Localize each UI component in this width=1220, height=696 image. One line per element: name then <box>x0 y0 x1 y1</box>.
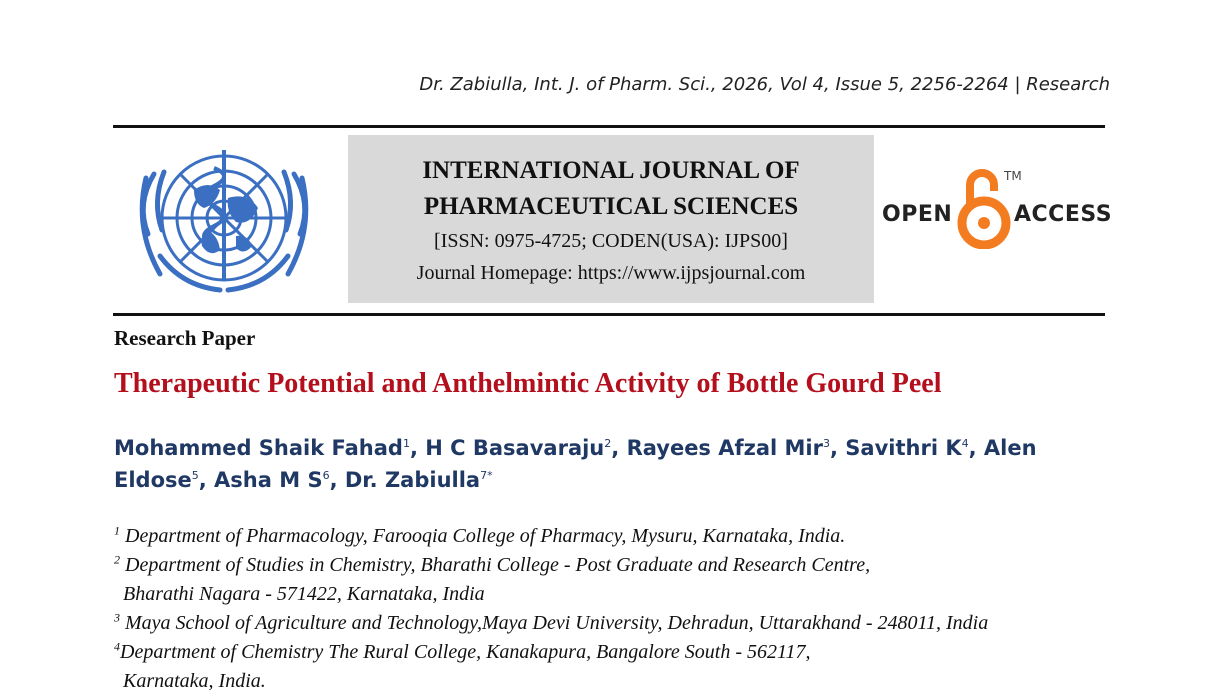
author-name: Asha M S <box>214 468 323 492</box>
author-affiliation-marker: 2 <box>604 437 612 450</box>
trademark-mark: TM <box>1004 169 1022 183</box>
journal-title <box>348 153 874 225</box>
author-separator: , <box>198 468 215 492</box>
journal-masthead <box>348 135 874 303</box>
affiliation-marker: 4 <box>114 639 120 654</box>
author-affiliation-marker: 6 <box>322 469 330 482</box>
header-rule-bottom <box>113 313 1105 316</box>
affiliation-list <box>114 522 1114 696</box>
author-name: Savithri K <box>845 436 962 460</box>
affiliation-continuation: Karnataka, India. <box>123 670 266 692</box>
affiliation-marker: 1 <box>114 523 120 538</box>
affiliation-text: Maya School of Agriculture and Technology,Maya Devi University, Dehradun, Uttarakhand - 248011, India <box>125 612 989 634</box>
journal-title-line2: PHARMACEUTICAL SCIENCES <box>423 193 799 220</box>
author-affiliation-marker: 5 <box>191 469 199 482</box>
journal-title-line1: INTERNATIONAL JOURNAL OF <box>422 157 800 184</box>
author-affiliation-marker: 4 <box>961 437 969 450</box>
section-label: Research Paper <box>114 326 256 350</box>
affiliation-item <box>114 609 1114 638</box>
affiliation-marker: 2 <box>114 552 120 567</box>
affiliation-item <box>114 522 1114 551</box>
author-separator: , <box>830 436 846 460</box>
author-affiliation-marker: 1 <box>402 437 410 450</box>
affiliation-item <box>114 551 1114 580</box>
corresponding-author-name: Dr. Zabiulla <box>344 468 481 492</box>
affiliation-text: Department of Studies in Chemistry, Bharathi College - Post Graduate and Research Centre, <box>125 554 871 576</box>
open-access-open-text: OPEN <box>882 202 953 227</box>
author-separator: , <box>611 436 627 460</box>
author-affiliation-marker: 3 <box>823 437 830 450</box>
author-separator: , <box>329 468 345 492</box>
affiliation-text: Department of Chemistry The Rural College, Kanakapura, Bangalore South - 562117, <box>120 641 811 663</box>
author-name: Mohammed Shaik Fahad <box>114 436 403 460</box>
author-affiliation-marker: 7* <box>480 469 493 482</box>
author-separator: , <box>409 436 426 460</box>
journal-emblem-logo <box>124 138 324 306</box>
running-head: Dr. Zabiulla, Int. J. of Pharm. Sci., 2026, Vol 4, Issue 5, 2256-2264 | Research <box>419 74 1110 95</box>
affiliation-item <box>114 638 1114 667</box>
author-list <box>114 432 1114 496</box>
author-name: Alen Eldose <box>114 436 1037 492</box>
open-access-logo <box>880 165 1113 250</box>
affiliation-marker: 3 <box>114 610 120 625</box>
author-separator: , <box>968 436 984 460</box>
header-rule-top <box>113 125 1105 128</box>
journal-issn: [ISSN: 0975-4725; CODEN(USA): IJPS00] <box>434 230 788 252</box>
journal-homepage-link[interactable]: Journal Homepage: https://www.ijpsjournal.com <box>416 262 806 284</box>
paper-title: Therapeutic Potential and Anthelmintic Activity of Bottle Gourd Peel <box>114 368 942 399</box>
author-name: H C Basavaraju <box>425 436 605 460</box>
affiliation-text: Department of Pharmacology, Farooqia College of Pharmacy, Mysuru, Karnataka, India. <box>125 525 846 547</box>
author-name: Rayees Afzal Mir <box>626 436 823 460</box>
affiliation-continuation: Bharathi Nagara - 571422, Karnataka, India <box>123 583 485 605</box>
open-access-access-text: ACCESS <box>1014 202 1113 227</box>
